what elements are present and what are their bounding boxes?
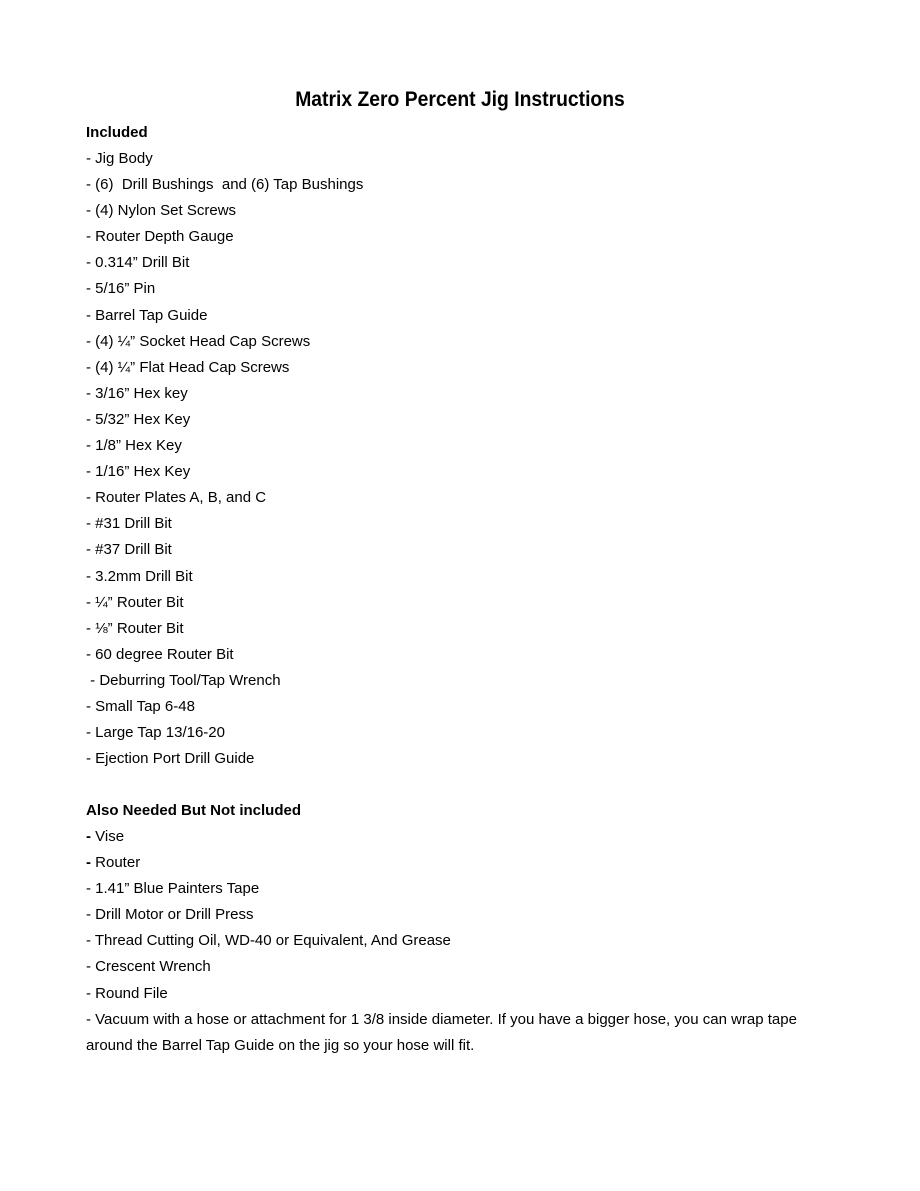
also-needed-section [86,798,846,1059]
list-item: - Router Depth Gauge [86,228,234,246]
list-item: - Small Tap 6-48 [86,697,195,715]
list-item: - 60 degree Router Bit [86,645,234,663]
bold-dash: - [86,828,91,845]
list-item: - (4) ¼” Socket Head Cap Screws [86,332,311,350]
vacuum-note: - Vacuum with a hose or attachment for 1 3/8 inside diameter. If you have a bigger hose, you can wrap tape around the Barrel Tap Guide on the jig so your hose will fit. [86,1010,797,1054]
list-item: - ¼” Router Bit [86,593,184,611]
list-item: - Barrel Tap Guide [86,306,208,324]
list-item: - Ejection Port Drill Guide [86,750,255,768]
included-heading: Included [86,124,148,141]
list-item: - Thread Cutting Oil, WD-40 or Equivalent, And Grease [86,932,451,950]
list-item-text: Router [91,854,141,872]
list-item [86,824,846,850]
list-item: - Round File [86,984,168,1002]
page-title: Matrix Zero Percent Jig Instructions [295,88,625,111]
list-item: - 1/16” Hex Key [86,463,191,481]
list-item: - #31 Drill Bit [86,515,172,533]
list-item-text: Vise [91,828,125,845]
list-item: - (4) Nylon Set Screws [86,202,237,220]
list-item: - #37 Drill Bit [86,541,172,559]
list-item: - Large Tap 13/16-20 [86,724,225,742]
list-item: - Jig Body [86,150,153,167]
list-item: - ⅛” Router Bit [86,619,184,637]
list-item [86,850,846,876]
list-item: - 3/16” Hex key [86,384,188,402]
list-item: - 3.2mm Drill Bit [86,567,193,585]
bold-dash: - [86,854,91,872]
list-item: - Router Plates A, B, and C [86,489,267,507]
list-item: - Deburring Tool/Tap Wrench [86,671,281,689]
list-item: - 1.41” Blue Painters Tape [86,880,260,898]
list-item: - 5/16” Pin [86,280,156,298]
list-item: - (4) ¼” Flat Head Cap Screws [86,358,290,376]
list-item: - 0.314” Drill Bit [86,254,190,272]
included-section [86,120,846,772]
list-item: - 5/32” Hex Key [86,410,191,428]
list-item: - 1/8” Hex Key [86,437,182,455]
list-item: - Crescent Wrench [86,958,211,976]
list-item: - (6) Drill Bushings and (6) Tap Bushings [86,176,364,194]
list-item: - Drill Motor or Drill Press [86,906,254,924]
also-needed-heading: Also Needed But Not included [86,802,302,819]
